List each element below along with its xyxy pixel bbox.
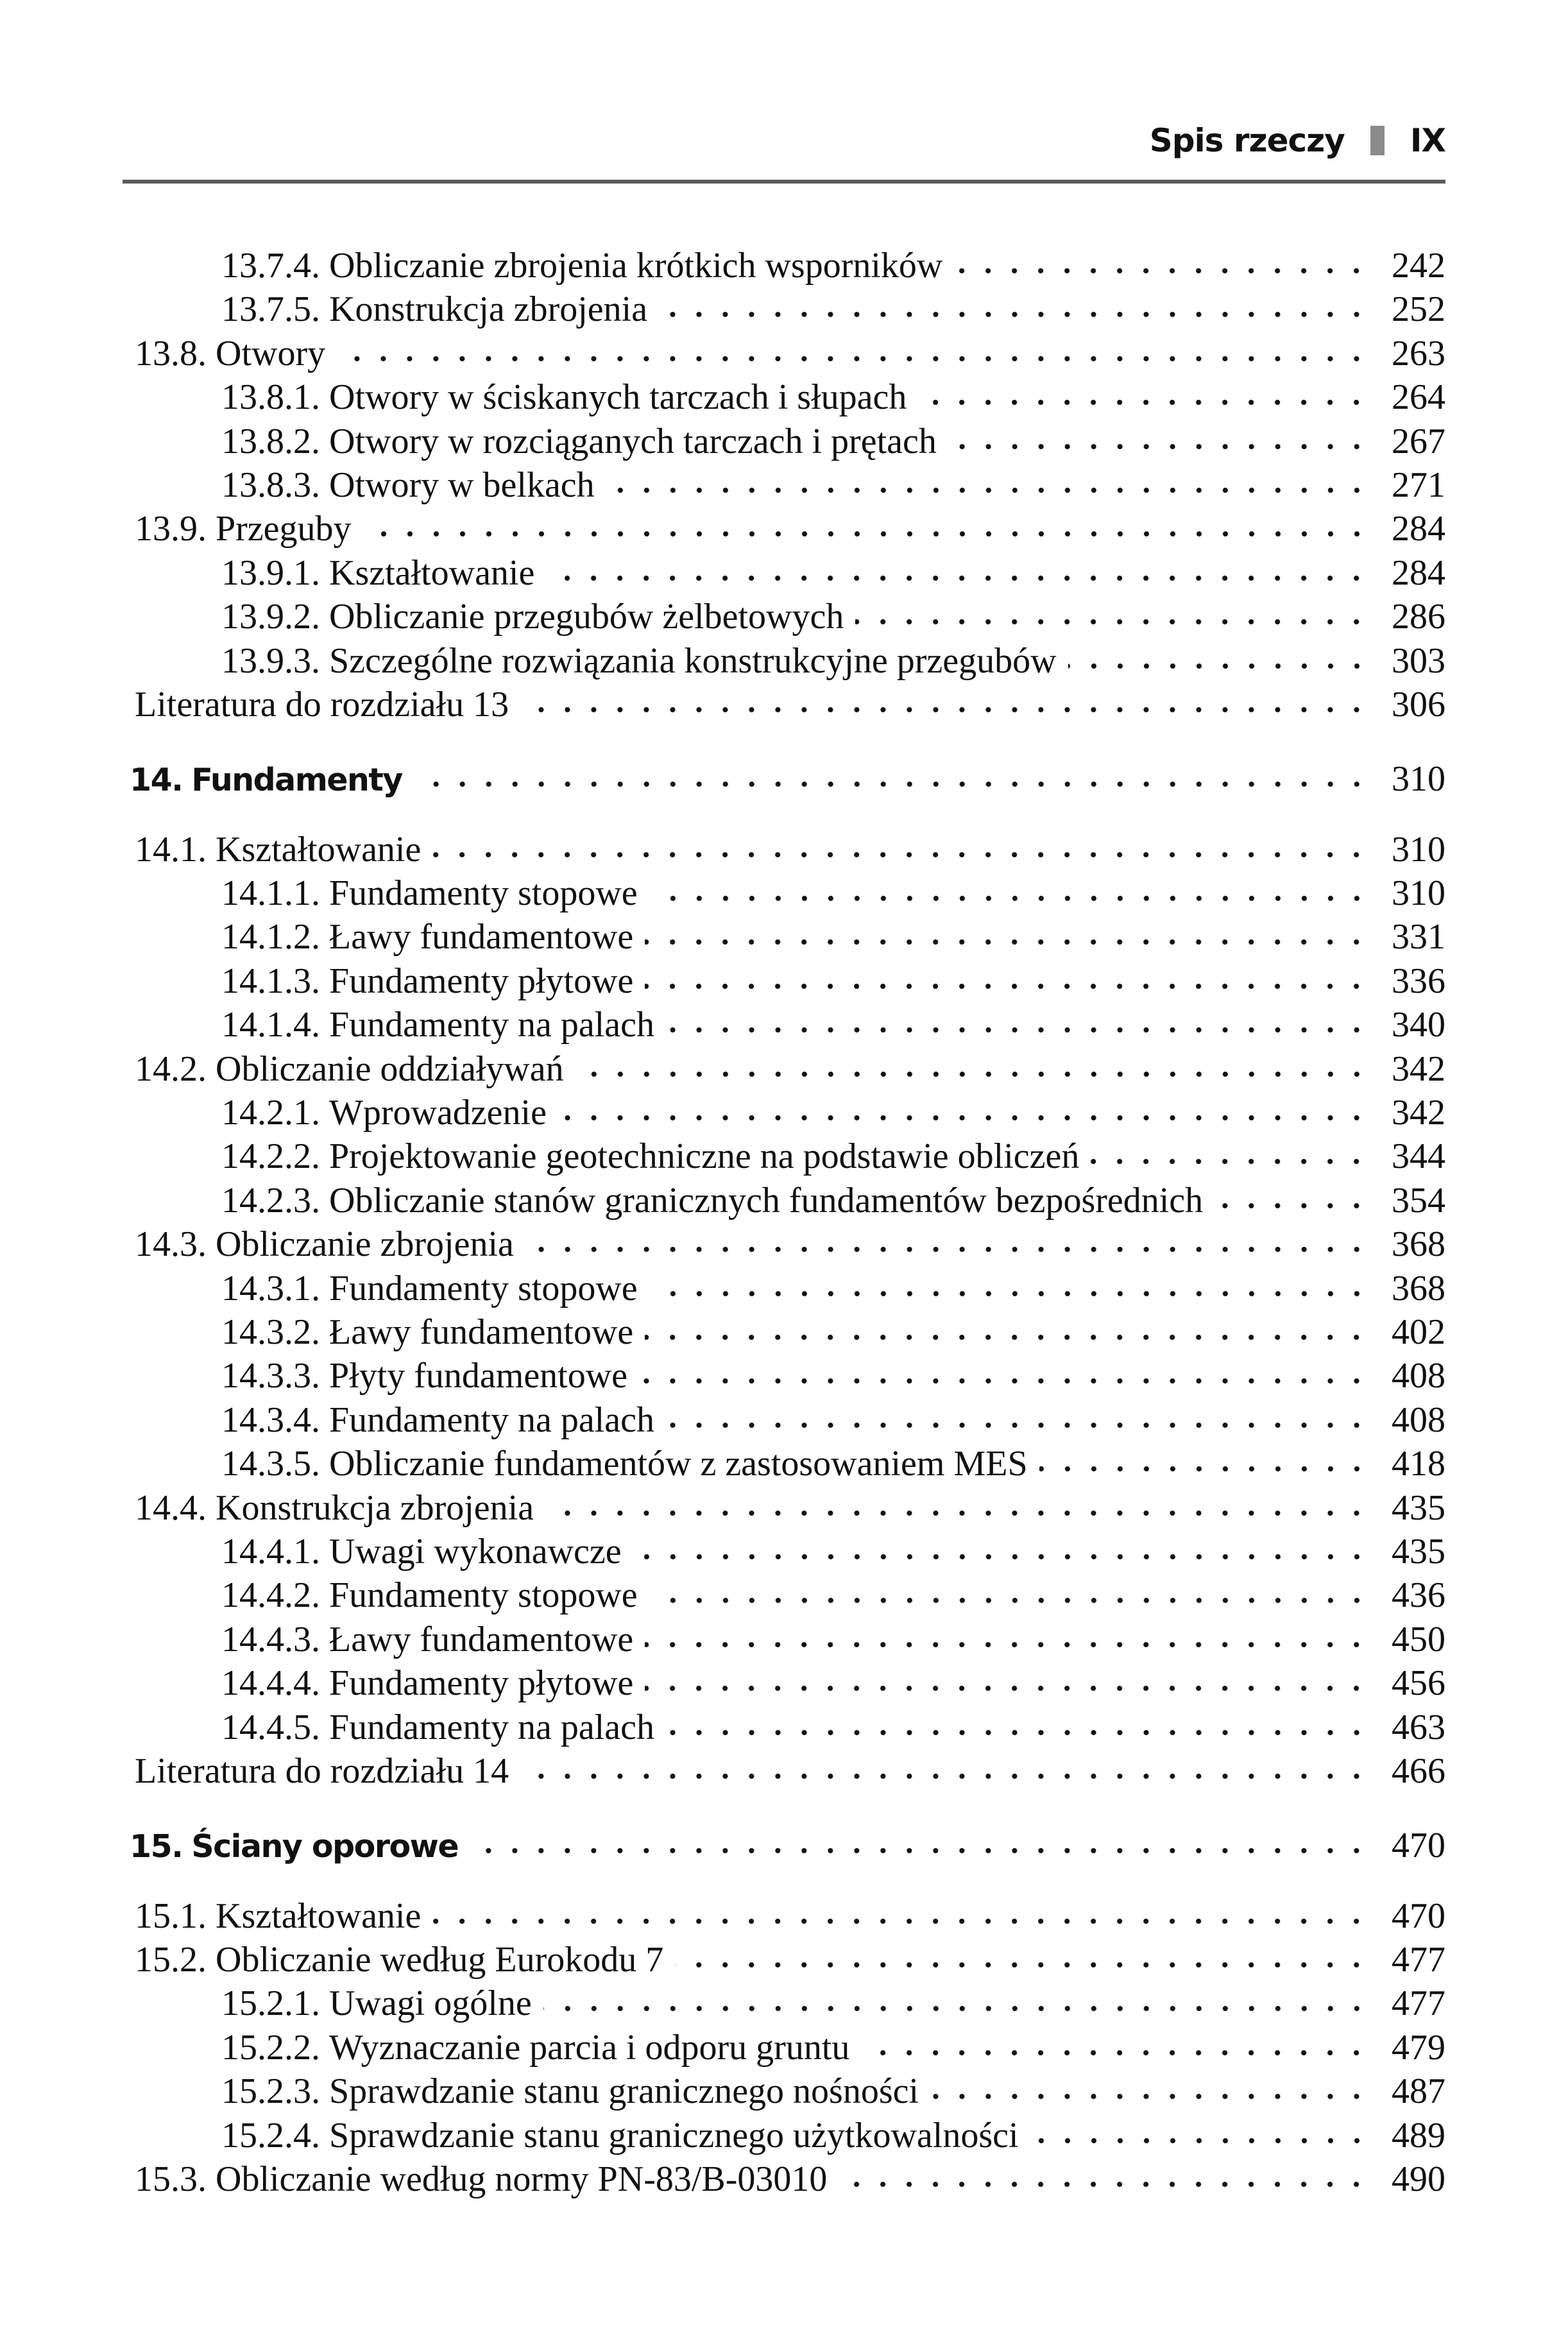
toc-entry — [135, 1179, 1445, 1222]
entry-number: 14.4.2. — [221, 1575, 320, 1616]
toc-entry — [135, 1442, 1445, 1486]
entry-number: 14.1.1. — [221, 873, 320, 914]
dot-leader — [649, 1594, 1370, 1607]
dot-leader — [649, 1287, 1370, 1300]
entry-number: 13.8. — [135, 333, 207, 373]
entry-number: 14. — [130, 762, 183, 799]
entry-number: 14.3.3. — [221, 1356, 320, 1396]
entry-number: 14.4. — [135, 1487, 207, 1528]
entry-number: 14.2.1. — [221, 1093, 320, 1133]
toc-entry — [135, 1091, 1445, 1135]
entry-number: 13.8.3. — [221, 465, 320, 505]
entry-title: Obliczanie zbrojenia krótkich wsporników — [329, 246, 943, 286]
entry-title: Fundamenty na palach — [329, 1400, 654, 1440]
entry-page-number: 477 — [1392, 1940, 1445, 1980]
entry-page-number: 368 — [1392, 1268, 1445, 1308]
toc-entry — [135, 959, 1445, 1003]
dot-leader — [1030, 2134, 1370, 2147]
entry-page-number: 354 — [1392, 1180, 1445, 1221]
entry-title: Fundamenty płytowe — [329, 1663, 634, 1704]
toc-entry — [135, 1706, 1445, 1749]
dot-leader — [1068, 660, 1370, 672]
dot-leader — [855, 615, 1370, 628]
entry-title: Szczególne rozwiązania konstrukcyjne przegubów — [329, 640, 1057, 681]
dot-leader — [948, 440, 1370, 453]
entry-page-number: 263 — [1392, 333, 1445, 373]
toc-entry — [135, 1573, 1445, 1617]
entry-page-number: 477 — [1392, 1983, 1445, 2024]
entry-title: Ławy fundamentowe — [329, 917, 634, 957]
entry-number: 14.3.4. — [221, 1400, 320, 1440]
entry-number: 14.2. — [135, 1049, 207, 1089]
entry-number: 13.9. — [135, 509, 207, 549]
entry-title: Otwory w rozciąganych tarczach i prętach — [329, 421, 937, 461]
entry-page-number: 408 — [1392, 1400, 1445, 1440]
entry-title: Fundamenty — [191, 762, 402, 799]
toc-entry — [135, 1618, 1445, 1661]
entry-title: Projektowanie geotechniczne na podstawie obliczeń — [329, 1136, 1080, 1177]
entry-title: Sprawdzanie stanu granicznego użytkowalności — [329, 2115, 1019, 2155]
entry-number: 14.1.2. — [221, 917, 320, 957]
entry-page-number: 342 — [1392, 1049, 1445, 1089]
entry-title: Obliczanie stanów granicznych fundamentów bezpośrednich — [329, 1180, 1204, 1221]
entry-number: 13.8.2. — [221, 421, 320, 461]
entry-title: Konstrukcja zbrojenia — [329, 289, 648, 330]
entry-title: Fundamenty stopowe — [329, 1268, 638, 1308]
entry-page-number: 306 — [1392, 684, 1445, 724]
entry-number: 14.3. — [135, 1224, 207, 1265]
entry-page-number: 267 — [1392, 421, 1445, 461]
entry-title: Uwagi wykonawcze — [329, 1531, 622, 1572]
entry-title: Literatura do rozdziału 13 — [135, 684, 509, 724]
entry-number: 14.4.5. — [221, 1707, 320, 1747]
entry-title: Ławy fundamentowe — [329, 1312, 634, 1352]
dot-leader — [363, 527, 1370, 540]
dot-leader — [337, 352, 1370, 365]
entry-title: Płyty fundamentowe — [329, 1356, 628, 1396]
dot-leader — [520, 703, 1370, 716]
entry-page-number: 489 — [1392, 2115, 1445, 2155]
toc-entry — [135, 1354, 1445, 1398]
dot-leader — [477, 1844, 1370, 1857]
entry-page-number: 435 — [1392, 1487, 1445, 1528]
toc-entry — [135, 1267, 1445, 1310]
dot-leader — [930, 2090, 1370, 2103]
entry-number: 15.2. — [135, 1940, 207, 1980]
toc-chapter-heading — [130, 1824, 1445, 1867]
entry-number: 15.2.4. — [221, 2115, 320, 2155]
entry-page-number: 490 — [1392, 2159, 1445, 2200]
entry-number: 14.1. — [135, 829, 207, 869]
entry-page-number: 336 — [1392, 961, 1445, 1001]
header-page-number: IX — [1410, 122, 1445, 159]
dot-leader — [666, 1419, 1370, 1432]
header-title: Spis rzeczy — [1149, 122, 1345, 159]
toc-entry — [135, 2026, 1445, 2069]
entry-number: 15.3. — [135, 2159, 207, 2200]
dot-leader — [633, 1550, 1370, 1563]
entry-title: Otwory w belkach — [329, 465, 595, 505]
entry-page-number: 418 — [1392, 1444, 1445, 1484]
entry-number: 13.9.3. — [221, 640, 320, 681]
entry-number: 14.3.2. — [221, 1312, 320, 1352]
entry-number: 15.2.2. — [221, 2027, 320, 2068]
dot-leader — [659, 308, 1370, 321]
toc-entry — [135, 1749, 1445, 1793]
dot-leader — [675, 1958, 1370, 1971]
entry-page-number: 286 — [1392, 597, 1445, 637]
dot-leader — [954, 264, 1370, 277]
entry-title: Ściany oporowe — [191, 1828, 459, 1865]
entry-page-number: 242 — [1392, 246, 1445, 286]
entry-page-number: 436 — [1392, 1575, 1445, 1616]
dot-leader — [639, 1375, 1370, 1387]
toc-chapter-heading — [130, 757, 1445, 801]
entry-title: Otwory — [216, 333, 326, 373]
dot-leader — [1039, 1462, 1370, 1475]
dot-leader — [606, 484, 1370, 497]
dot-leader — [422, 778, 1370, 791]
entry-number: 13.9.1. — [221, 553, 320, 593]
toc-entry — [135, 1938, 1445, 1982]
entry-number: 13.9.2. — [221, 597, 320, 637]
entry-number: 14.2.3. — [221, 1180, 320, 1221]
dot-leader — [839, 2178, 1370, 2191]
dot-leader — [918, 396, 1370, 409]
dot-leader — [645, 980, 1370, 993]
entry-title: Fundamenty stopowe — [329, 873, 638, 914]
entry-page-number: 470 — [1392, 1896, 1445, 1936]
entry-page-number: 463 — [1392, 1707, 1445, 1747]
entry-number: 14.1.3. — [221, 961, 320, 1001]
entry-number: 15.2.1. — [221, 1983, 320, 2024]
toc-entry — [135, 2157, 1445, 2201]
entry-number: 14.2.2. — [221, 1136, 320, 1177]
entry-page-number: 402 — [1392, 1312, 1445, 1352]
toc-entry — [135, 1661, 1445, 1705]
toc-entry — [135, 1486, 1445, 1530]
toc-entry — [135, 463, 1445, 507]
dot-leader — [543, 2002, 1370, 2015]
dot-leader — [558, 1111, 1370, 1124]
entry-page-number: 470 — [1392, 1826, 1445, 1866]
entry-page-number: 271 — [1392, 465, 1445, 505]
entry-title: Kształtowanie — [216, 1896, 422, 1936]
entry-page-number: 252 — [1392, 289, 1445, 330]
dot-leader — [432, 848, 1370, 861]
dot-leader — [649, 892, 1370, 905]
entry-number: 14.3.1. — [221, 1268, 320, 1308]
toc-entry — [135, 1530, 1445, 1573]
entry-number: 13.8.1. — [221, 377, 320, 418]
entry-page-number: 344 — [1392, 1136, 1445, 1177]
entry-page-number: 340 — [1392, 1005, 1445, 1045]
toc-entry — [135, 420, 1445, 463]
entry-page-number: 264 — [1392, 377, 1445, 418]
entry-page-number: 435 — [1392, 1531, 1445, 1572]
dot-leader — [1091, 1155, 1370, 1168]
entry-title: Uwagi ogólne — [329, 1983, 532, 2024]
entry-page-number: 479 — [1392, 2027, 1445, 2068]
entry-title: Ławy fundamentowe — [329, 1619, 634, 1659]
dot-leader — [545, 1507, 1370, 1520]
toc-entry — [135, 639, 1445, 683]
entry-title: Literatura do rozdziału 14 — [135, 1751, 509, 1791]
running-header — [1150, 122, 1445, 159]
dot-leader — [645, 1638, 1370, 1651]
entry-page-number: 310 — [1392, 759, 1445, 800]
entry-page-number: 456 — [1392, 1663, 1445, 1704]
dot-leader — [666, 1726, 1370, 1739]
entry-number: 14.4.4. — [221, 1663, 320, 1704]
entry-title: Obliczanie według normy PN-83/B-03010 — [216, 2159, 828, 2200]
entry-page-number: 284 — [1392, 553, 1445, 593]
entry-page-number: 342 — [1392, 1093, 1445, 1133]
toc-entry — [135, 595, 1445, 638]
toc-entry — [135, 1982, 1445, 2025]
dot-leader — [432, 1915, 1370, 1928]
entry-page-number: 466 — [1392, 1751, 1445, 1791]
entry-number: 15.2.3. — [221, 2071, 320, 2112]
toc-entry — [135, 244, 1445, 287]
entry-page-number: 368 — [1392, 1224, 1445, 1265]
entry-title: Otwory w ściskanych tarczach i słupach — [329, 377, 907, 418]
entry-page-number: 487 — [1392, 2071, 1445, 2112]
entry-title: Przeguby — [216, 509, 352, 549]
entry-number: 14.1.4. — [221, 1005, 320, 1045]
entry-page-number: 331 — [1392, 917, 1445, 957]
toc-entry — [135, 1398, 1445, 1442]
entry-title: Wyznaczanie parcia i odporu gruntu — [329, 2027, 850, 2068]
entry-title: Konstrukcja zbrojenia — [216, 1487, 534, 1528]
toc-entry — [135, 1222, 1445, 1266]
toc-entry — [135, 915, 1445, 959]
toc-entry — [135, 683, 1445, 726]
toc-entry — [135, 2114, 1445, 2157]
entry-title: Obliczanie fundamentów z zastosowaniem MES — [329, 1444, 1028, 1484]
entry-title: Kształtowanie — [329, 553, 535, 593]
entry-title: Fundamenty na palach — [329, 1005, 654, 1045]
dot-leader — [546, 572, 1370, 585]
dot-leader — [645, 936, 1370, 948]
entry-title: Kształtowanie — [216, 829, 422, 869]
entry-title: Wprowadzenie — [329, 1093, 547, 1133]
entry-title: Sprawdzanie stanu granicznego nośności — [329, 2071, 919, 2112]
header-rule — [123, 180, 1445, 184]
entry-page-number: 303 — [1392, 640, 1445, 681]
toc-entry — [135, 1135, 1445, 1178]
toc-entry — [135, 828, 1445, 871]
header-separator-block — [1370, 126, 1385, 155]
toc-entry — [135, 507, 1445, 551]
entry-number: 15. — [130, 1828, 183, 1865]
entry-number: 14.4.1. — [221, 1531, 320, 1572]
toc-entry — [135, 332, 1445, 375]
toc-entry — [135, 1310, 1445, 1354]
entry-number: 15.1. — [135, 1896, 207, 1936]
toc-entry — [135, 1003, 1445, 1047]
entry-page-number: 284 — [1392, 509, 1445, 549]
toc-entry — [135, 375, 1445, 419]
entry-number: 14.4.3. — [221, 1619, 320, 1659]
entry-number: 13.7.5. — [221, 289, 320, 330]
entry-number: 13.7.4. — [221, 246, 320, 286]
dot-leader — [645, 1331, 1370, 1344]
dot-leader — [861, 2046, 1370, 2059]
toc-entry — [135, 1894, 1445, 1938]
entry-page-number: 408 — [1392, 1356, 1445, 1396]
dot-leader — [1214, 1199, 1370, 1212]
entry-page-number: 310 — [1392, 829, 1445, 869]
entry-title: Fundamenty stopowe — [329, 1575, 638, 1616]
toc-entry — [135, 2069, 1445, 2113]
dot-leader — [575, 1068, 1370, 1081]
entry-title: Obliczanie oddziaływań — [216, 1049, 564, 1089]
toc-entry — [135, 551, 1445, 595]
toc-entry — [135, 1047, 1445, 1091]
entry-title: Fundamenty na palach — [329, 1707, 654, 1747]
entry-title: Obliczanie przegubów żelbetowych — [329, 597, 844, 637]
dot-leader — [525, 1243, 1370, 1256]
toc-entry — [135, 287, 1445, 331]
entry-page-number: 310 — [1392, 873, 1445, 914]
dot-leader — [645, 1682, 1370, 1695]
entry-page-number: 450 — [1392, 1619, 1445, 1659]
dot-leader — [666, 1024, 1370, 1036]
dot-leader — [520, 1770, 1370, 1783]
table-of-contents — [130, 244, 1445, 2201]
entry-number: 14.3.5. — [221, 1444, 320, 1484]
toc-entry — [135, 871, 1445, 915]
entry-title: Obliczanie według Eurokodu 7 — [216, 1940, 664, 1980]
entry-title: Fundamenty płytowe — [329, 961, 634, 1001]
entry-title: Obliczanie zbrojenia — [216, 1224, 514, 1265]
